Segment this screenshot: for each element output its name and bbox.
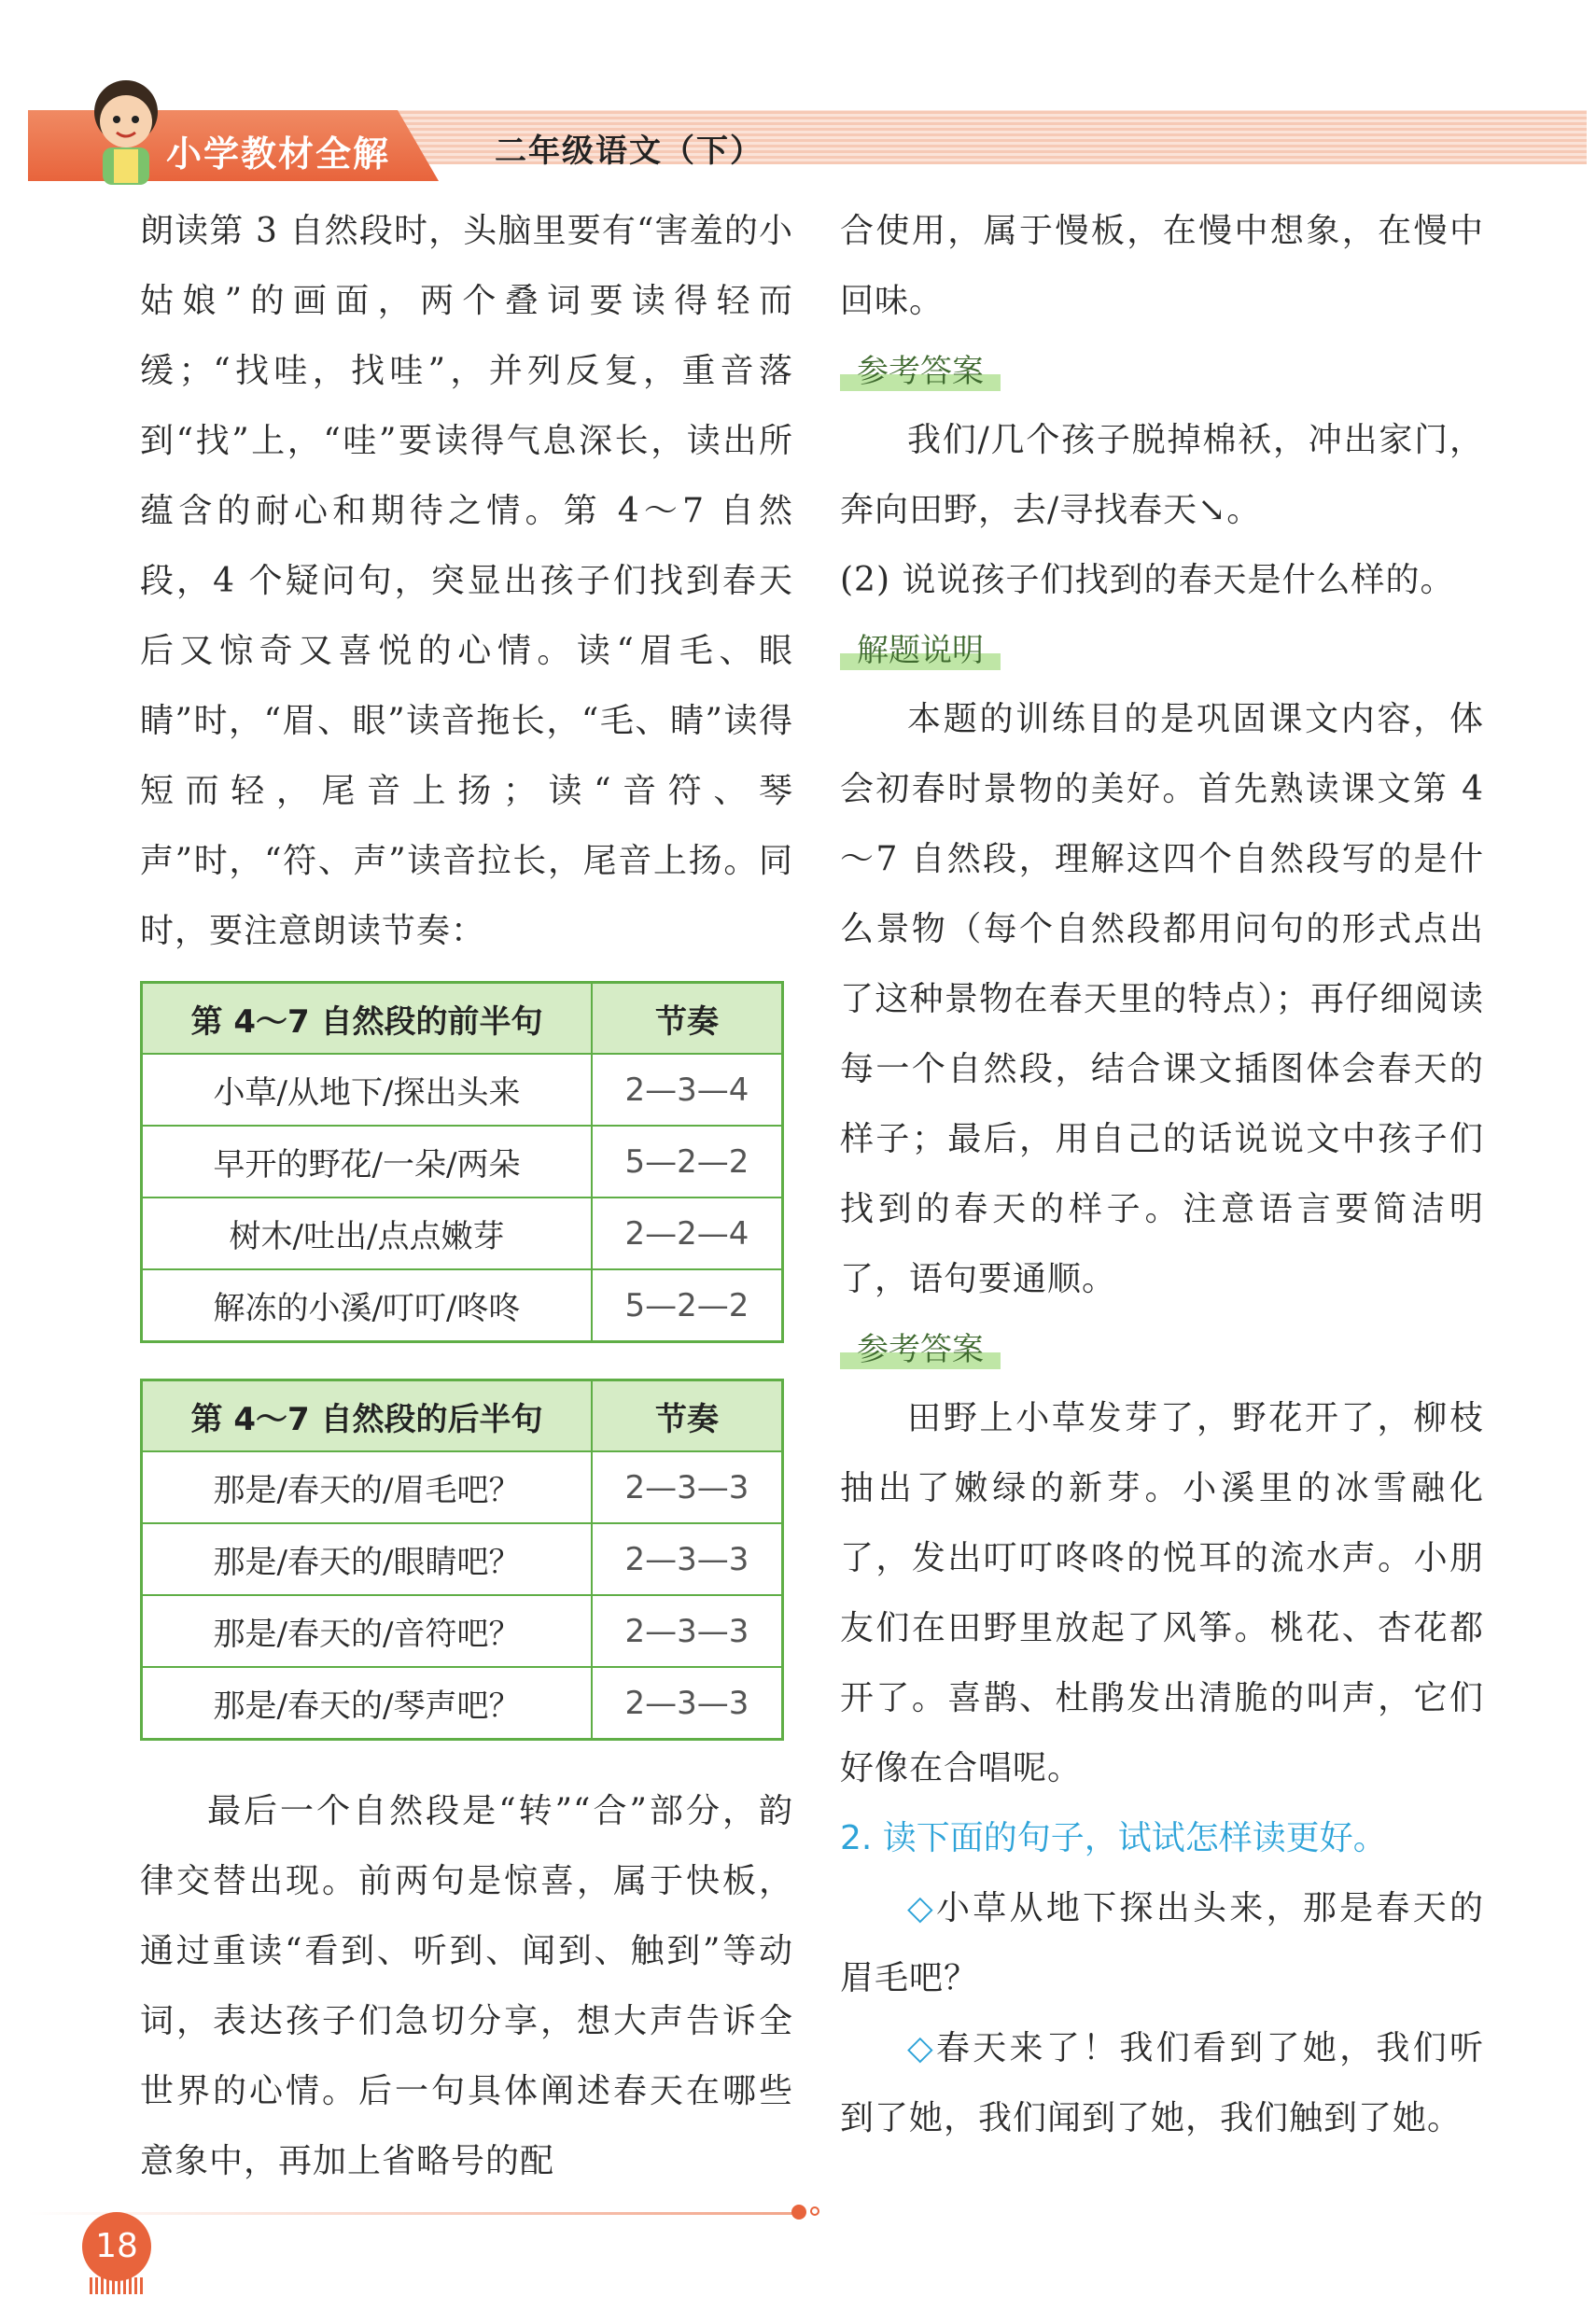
question-2: (2) 说说孩子们找到的春天是什么样的。 xyxy=(840,561,1455,599)
table-cell: 5—2—2 xyxy=(592,1269,783,1342)
table-header-cell: 第 4～7 自然段的前半句 xyxy=(142,983,593,1055)
left-paragraph-2: 最后一个自然段是“转”“合”部分，韵律交替出现。前两句是惊喜，属于快板，通过重读“看到、听到、闻到、触到”等动词，表达孩子们急切分享，想大声告诉全世界的心情。后一句具体阐述春天在哪些意象中，再加上省略号的配 xyxy=(140,1792,793,2180)
table-cell: 树木/吐出/点点嫩芽 xyxy=(142,1198,593,1269)
table-row xyxy=(142,1054,783,1126)
table-row xyxy=(142,1269,783,1342)
sentence-2-text: 春天来了！我们看到了她，我们听到了她，我们闻到了她，我们触到了她。 xyxy=(840,2029,1484,2137)
table-header-row xyxy=(142,983,783,1055)
table-row xyxy=(142,1451,783,1523)
table-row xyxy=(142,1667,783,1740)
footer-ring-icon xyxy=(810,2206,819,2216)
left-column xyxy=(140,196,793,2196)
exercise-heading: 2. 读下面的句子，试试怎样读更好。 xyxy=(840,1819,1387,1857)
table-row xyxy=(142,1523,783,1595)
page-number: 18 xyxy=(82,2212,151,2281)
page-number-stripes xyxy=(90,2277,144,2294)
answer-2: 田野上小草发芽了，野花开了，柳枝抽出了嫩绿的新芽。小溪里的冰雪融化了，发出叮叮咚咚的悦耳的流水声。小朋友们在田野里放起了风筝。桃花、杏花都开了。喜鹊、杜鹃发出清脆的叫声，它们好像在合唱呢。 xyxy=(840,1399,1484,1787)
right-paragraph-1: 合使用，属于慢板，在慢中想象，在慢中回味。 xyxy=(840,212,1484,320)
table-cell: 2—3—3 xyxy=(592,1667,783,1740)
footer-dot-icon xyxy=(791,2205,806,2220)
rhythm-table-second-half xyxy=(140,1379,784,1741)
right-column xyxy=(840,196,1484,2153)
table-cell: 2—3—3 xyxy=(592,1451,783,1523)
grade-title: 二年级语文（下） xyxy=(495,133,763,170)
table-header-row xyxy=(142,1380,783,1452)
diamond-icon: ◇ xyxy=(907,2029,936,2067)
answer-tag: 参考答案 xyxy=(840,343,1001,399)
table-cell: 那是/春天的/眉毛吧？ xyxy=(142,1451,593,1523)
sentence-2 xyxy=(840,2013,1484,2153)
table-row xyxy=(142,1126,783,1198)
table-cell: 那是/春天的/眼睛吧？ xyxy=(142,1523,593,1595)
sentence-1-text: 小草从地下探出头来，那是春天的眉毛吧？ xyxy=(840,1889,1484,1997)
explanation-paragraph: 本题的训练目的是巩固课文内容，体会初春时景物的美好。首先熟读课文第 4～7 自然段，理解这四个自然段写的是什么景物（每个自然段都用问句的形式点出了这种景物在春天里的特点）；再仔细阅读每一个自然段，结合课文插图体会春天的样子；最后，用自己的话说说文中孩子们找到的春天的样子。注意语言要简洁明了，语句要通顺。 xyxy=(840,700,1484,1298)
explanation-tag: 解题说明 xyxy=(840,623,1001,679)
table-cell: 2—3—3 xyxy=(592,1595,783,1667)
table-cell: 那是/春天的/琴声吧？ xyxy=(142,1667,593,1740)
sentence-1 xyxy=(840,1873,1484,2013)
table-row xyxy=(142,1198,783,1269)
table-cell: 2—2—4 xyxy=(592,1198,783,1269)
table-cell: 小草/从地下/探出头来 xyxy=(142,1054,593,1126)
table-cell: 5—2—2 xyxy=(592,1126,783,1198)
mascot-illustration xyxy=(75,75,177,196)
footer-line xyxy=(28,2212,793,2215)
table-header-cell: 节奏 xyxy=(592,1380,783,1452)
answer-tag: 参考答案 xyxy=(840,1322,1001,1378)
brand-title: 小学教材全解 xyxy=(166,133,391,175)
rhythm-table-first-half xyxy=(140,981,784,1343)
diamond-icon: ◇ xyxy=(907,1889,936,1927)
table-row xyxy=(142,1595,783,1667)
table-cell: 早开的野花/一朵/两朵 xyxy=(142,1126,593,1198)
table-cell: 2—3—3 xyxy=(592,1523,783,1595)
table-header-cell: 节奏 xyxy=(592,983,783,1055)
table-cell: 那是/春天的/音符吧？ xyxy=(142,1595,593,1667)
left-paragraph-1: 朗读第 3 自然段时，头脑里要有“害羞的小姑娘”的画面，两个叠词要读得轻而缓；“找哇，找哇”，并列反复，重音落到“找”上，“哇”要读得气息深长，读出所蕴含的耐心和期待之情。第 4～7 自然段，4 个疑问句，突显出孩子们找到春天后又惊奇又喜悦的心情。读“眉毛、眼睛”时，“眉、眼”读音拖长，“毛、睛”读得短而轻，尾音上扬；读“音符、琴声”时，“符、声”读音拉长，尾音上扬。同时，要注意朗读节奏： xyxy=(140,212,793,950)
table-cell: 解冻的小溪/叮叮/咚咚 xyxy=(142,1269,593,1342)
answer-1: 我们/几个孩子脱掉棉袄，冲出家门，奔向田野，去/寻找春天↘。 xyxy=(840,421,1484,529)
table-header-cell: 第 4～7 自然段的后半句 xyxy=(142,1380,593,1452)
table-cell: 2—3—4 xyxy=(592,1054,783,1126)
